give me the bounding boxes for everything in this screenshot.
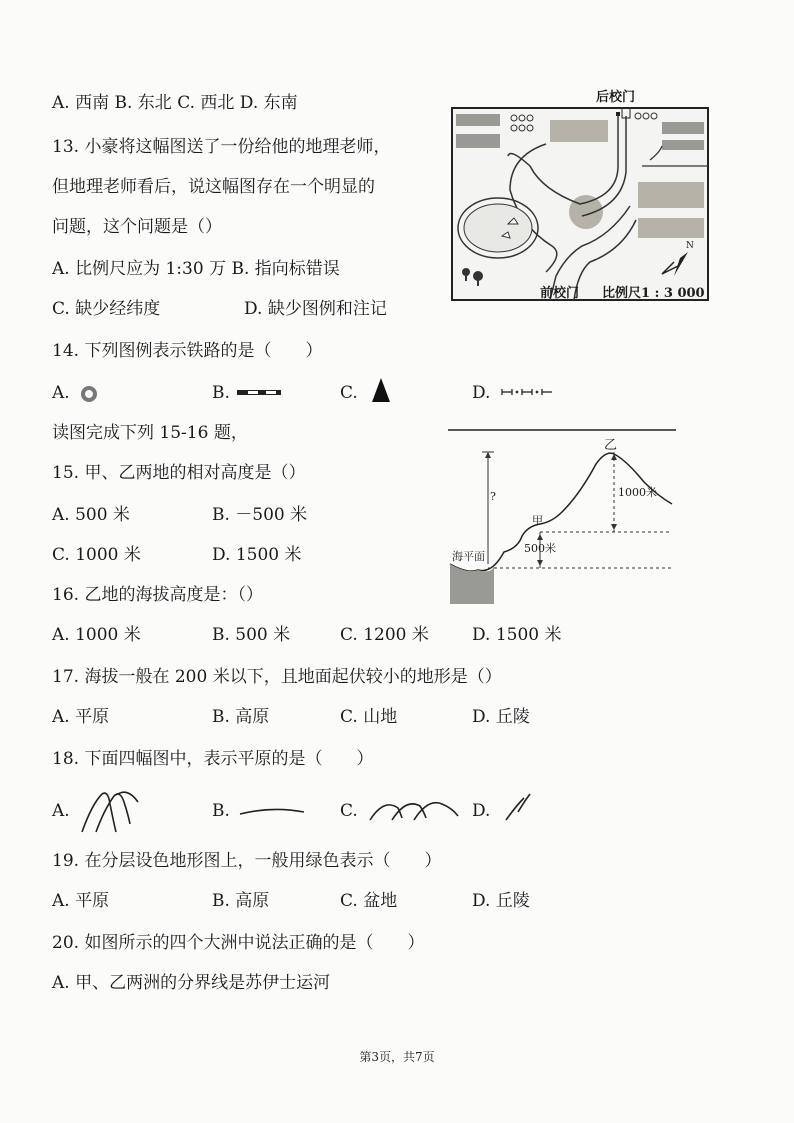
railway-symbol-icon: [236, 386, 282, 400]
height-500-label: 500米: [524, 542, 556, 555]
campus-map: [450, 86, 712, 306]
hills-sketch-icon: [366, 794, 462, 824]
peak-symbol-icon: [370, 376, 392, 404]
point-yi-label: 乙: [604, 438, 618, 453]
q18-stem: 18. 下面四幅图中，表示平原的是（ ）: [52, 749, 374, 769]
elevation-profile-drawing: [448, 424, 678, 604]
q16-option-c: C. 1200 米: [340, 625, 429, 645]
q13-option-a-b: A. 比例尺应为 1:30 万 B. 指向标错误: [52, 259, 340, 279]
q19-option-d: D. 丘陵: [472, 891, 530, 911]
q14-option-b-label: B.: [212, 383, 230, 403]
mountain-sketch-icon: [78, 784, 142, 834]
q15-option-b: B. －500 米: [212, 505, 308, 525]
q15-option-a: A. 500 米: [52, 505, 130, 525]
q16-option-b: B. 500 米: [212, 625, 291, 645]
scale-label: 比例尺1 : 3 000: [602, 286, 705, 301]
q14-option-c-label: C.: [340, 383, 358, 403]
q13-option-c: C. 缺少经纬度: [52, 299, 161, 319]
q13-option-d: D. 缺少图例和注记: [244, 299, 387, 319]
q17-option-d: D. 丘陵: [472, 707, 530, 727]
q14-option-d-label: D.: [472, 383, 491, 403]
q18-option-b-label: B.: [212, 801, 230, 821]
q15-option-d: D. 1500 米: [212, 545, 302, 565]
q15-stem: 15. 甲、乙两地的相对高度是（）: [52, 463, 306, 483]
point-jia-label: 甲: [532, 514, 543, 527]
slope-sketch-icon: [500, 790, 536, 824]
q20-stem: 20. 如图所示的四个大洲中说法正确的是（ ）: [52, 933, 425, 953]
boundary-dash-dot-symbol-icon: [500, 386, 556, 398]
q20-option-a: A. 甲、乙两洲的分界线是苏伊士运河: [52, 973, 331, 993]
q17-stem: 17. 海拔一般在 200 米以下，且地面起伏较小的地形是（）: [52, 667, 502, 687]
q14-stem: 14. 下列图例表示铁路的是（ ）: [52, 341, 323, 361]
intro-15-16: 读图完成下列 15-16 题，: [52, 423, 248, 443]
campus-map-drawing: [450, 86, 712, 306]
front-gate-label: 前校门: [540, 286, 580, 301]
page-number: 第3页，共7页: [359, 1050, 435, 1064]
q19-option-c: C. 盆地: [340, 891, 398, 911]
q16-option-d: D. 1500 米: [472, 625, 562, 645]
q17-option-c: C. 山地: [340, 707, 398, 727]
height-1000-label: 1000米: [618, 486, 657, 499]
q13-stem-line3: 问题，这个问题是（）: [52, 217, 222, 237]
q12-options: A. 西南 B. 东北 C. 西北 D. 东南: [52, 93, 298, 113]
q17-option-b: B. 高原: [212, 707, 270, 727]
q13-stem-line1: 13. 小豪将这幅图送了一份给他的地理老师，: [52, 137, 391, 157]
q18-option-a-label: A.: [52, 801, 70, 821]
unknown-height-mark: ?: [490, 490, 496, 503]
q19-stem: 19. 在分层设色地形图上，一般用绿色表示（ ）: [52, 851, 442, 871]
back-gate-label: 后校门: [596, 90, 636, 105]
ring-symbol-icon: [80, 384, 100, 404]
q16-stem: 16. 乙地的海拔高度是：（）: [52, 585, 263, 605]
q17-option-a: A. 平原: [52, 707, 110, 727]
sea-level-label: 海平面: [452, 550, 485, 563]
q18-option-d-label: D.: [472, 801, 491, 821]
svg-text:N: N: [686, 241, 694, 251]
q16-option-a: A. 1000 米: [52, 625, 141, 645]
q19-option-b: B. 高原: [212, 891, 270, 911]
q13-stem-line2: 但地理老师看后，说这幅图存在一个明显的: [52, 177, 375, 197]
elevation-profile: [448, 424, 678, 604]
q14-option-a-label: A.: [52, 383, 70, 403]
plain-sketch-icon: [236, 800, 308, 820]
q18-option-c-label: C.: [340, 801, 358, 821]
q15-option-c: C. 1000 米: [52, 545, 141, 565]
q19-option-a: A. 平原: [52, 891, 110, 911]
